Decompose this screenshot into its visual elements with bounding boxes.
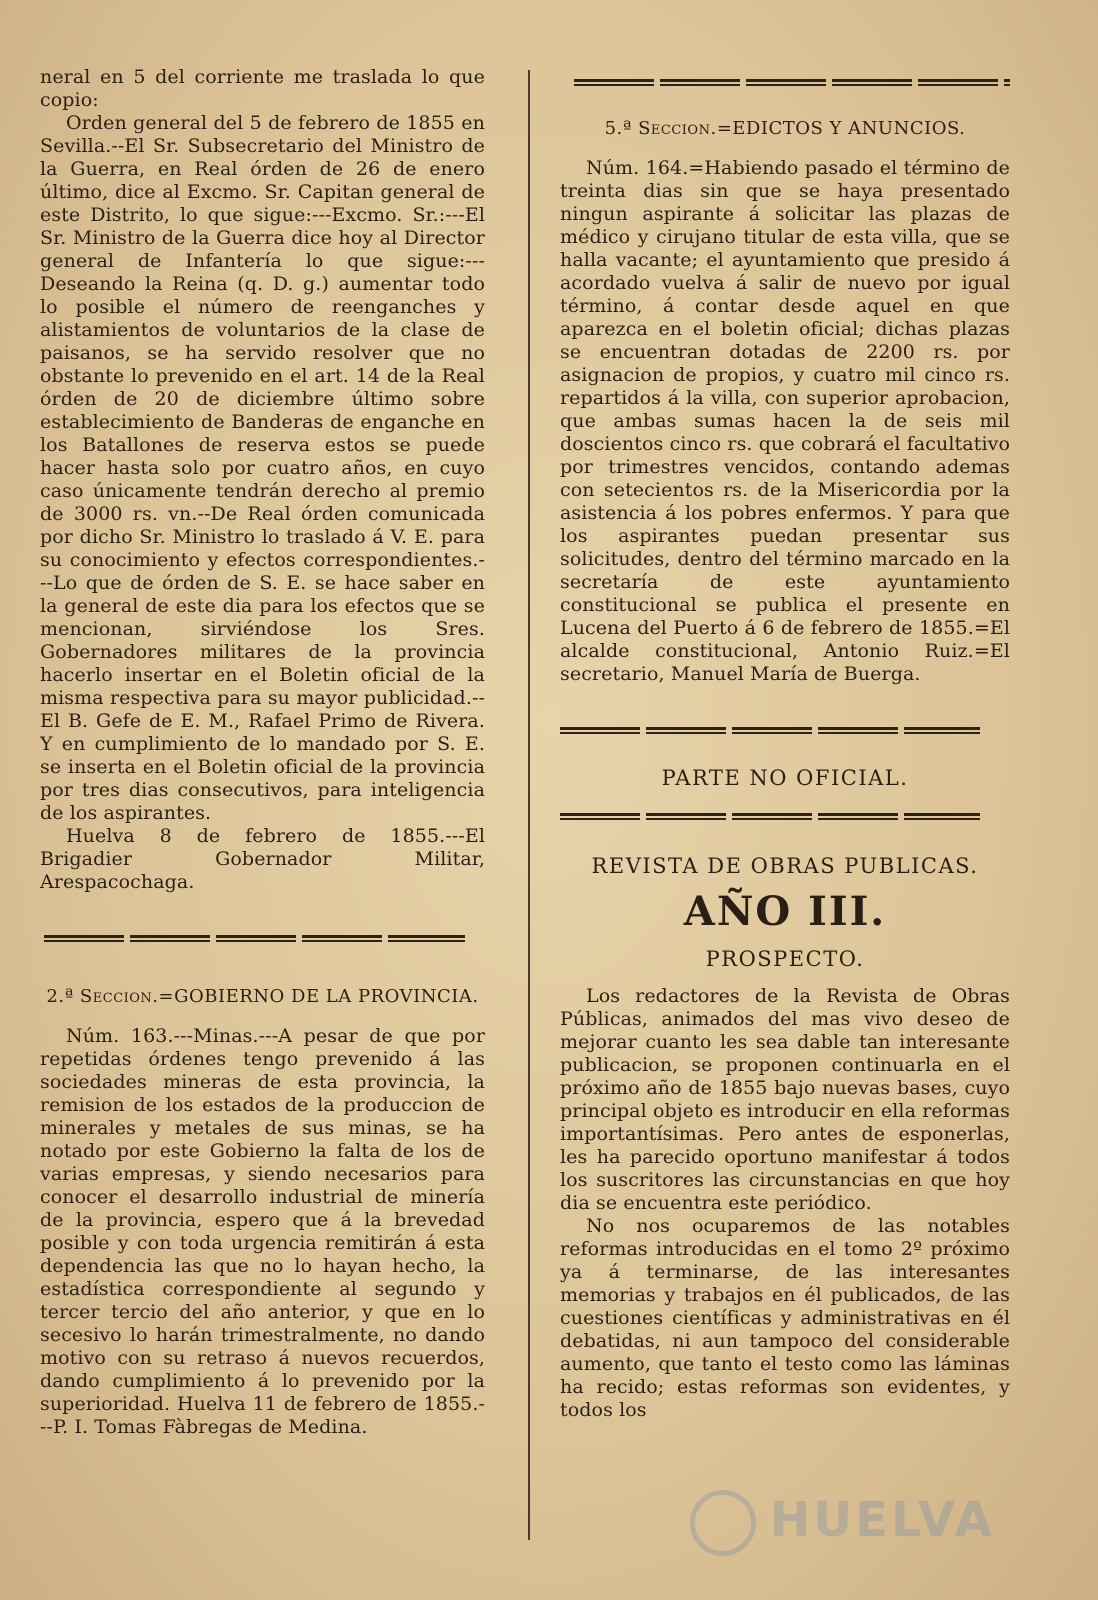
section-5-heading	[560, 118, 1010, 139]
right-paragraph-2: Los redactores de la Revista de Obras Públicas, animados del mas vivo deseo de mejorar cuanto les sea dable tan interesante publicacion, se proponen continuarla en el próximo año de 1855 bajo nuevas bases, cuyo principal objeto es introducir en ella reformas importantísimas. Pero antes de esponerlas, les ha parecido oportuno manifestar á todos los suscritores las circunstancias en que hoy dia se encuentra este periódico.	[560, 985, 1010, 1214]
section-separator	[560, 726, 980, 736]
left-column	[40, 60, 485, 1540]
heading-ano: AÑO III.	[683, 888, 887, 935]
right-paragraph-3: No nos ocuparemos de las notables reformas introducidas en el tomo 2º próximo ya á terminarse, de las interesantes memorias y trabajos en él publicados, de las cuestiones científicas y administrativas en él debatidas, ni aun tampoco del considerable aumento, que tanto el testo como las láminas ha recido; estas reformas son evidentes, y todos los	[560, 1215, 1010, 1421]
section-2-title: =GOBIERNO DE LA PROVINCIA.	[158, 986, 479, 1007]
left-paragraph-3: Huelva 8 de febrero de 1855.---El Brigadier Gobernador Militar, Arespacochaga.	[40, 825, 485, 893]
section-2-heading	[40, 986, 485, 1007]
right-column	[560, 60, 1010, 1540]
section-2-prefix: Seccion.	[79, 986, 159, 1007]
column-divider	[528, 70, 530, 1540]
right-paragraph-1: Núm. 164.=Habiendo pasado el término de treinta dias sin que se haya presentado ningun aspirante á solicitar las plazas de médico y cirujano titular de esta villa, que se halla vacante; el ayuntamiento que presido á acordado vuelva á salir de nuevo por igual término, á contar desde aquel en que aparezca en el boletin oficial; dichas plazas se encuentran dotadas de 2200 rs. por asignacion de propios, y cuatro mil cinco rs. repartidos á la villa, con superior aprobacion, que ambas sumas hacen la de seis mil doscientos cinco rs. que cobrará el facultativo por trimestres vencidos, contando ademas con setecientos rs. de la Misericordia por la asistencia á los pobres enfermos. Y para que los aspirantes puedan presentar sus solicitudes, dentro del término marcado en la secretaría de este ayuntamiento constitucional se publica el presente en Lucena del Puerto á 6 de febrero de 1855.=El alcalde constitucional, Antonio Ruiz.=El secretario, Manuel María de Buerga.	[560, 157, 1010, 685]
section-separator	[560, 812, 980, 822]
heading-parte-no-oficial: PARTE NO OFICIAL.	[661, 766, 909, 790]
section-5-prefix: Seccion.	[638, 118, 717, 139]
library-watermark	[690, 1490, 1000, 1560]
section-5-title: =EDICTOS Y ANUNCIOS.	[716, 118, 966, 139]
watermark-badge-icon	[690, 1490, 756, 1556]
left-paragraph-4: Núm. 163.---Minas.---A pesar de que por repetidas órdenes tengo prevenido á las sociedades mineras de esta provincia, la remision de los estados de la produccion de minerales y metales de sus minas, se ha notado por este Gobierno la falta de los de varias empresas, y siendo necesarios para conocer el desarrollo industrial de minería de la provincia, espero que á la brevedad posible y con toda urgencia remitirán á esta dependencia las que no lo hayan hecho, la estadística correspondiente al segundo y tercer tercio del año anterior, y que en lo secesivo lo harán trimestralmente, no dando motivo con su retraso á nuevos recuerdos, dando cumplimiento á lo prevenido por la superioridad. Huelva 11 de febrero de 1855.---P. I. Tomas Fàbregas de Medina.	[40, 1025, 485, 1438]
left-paragraph-1: neral en 5 del corriente me traslada lo que copio:	[40, 66, 485, 111]
section-separator	[44, 934, 465, 944]
heading-prospecto: PROSPECTO.	[705, 947, 865, 971]
top-separator	[574, 78, 1010, 88]
heading-revista: REVISTA DE OBRAS PUBLICAS.	[591, 854, 979, 878]
section-2-number: 2.ª	[46, 986, 74, 1007]
section-5-number: 5.ª	[604, 118, 632, 139]
watermark-text: HUELVA	[770, 1492, 995, 1548]
left-paragraph-2: Orden general del 5 de febrero de 1855 en Sevilla.--El Sr. Subsecretario del Ministro de la Guerra, en Real órden de 26 de enero último, dice al Excmo. Sr. Capitan general de este Distrito, lo que sigue:---Excmo. Sr.:---El Sr. Ministro de la Guerra dice hoy al Director general de Infantería lo que sigue:---Deseando la Reina (q. D. g.) aumentar todo lo posible el número de reenganches y alistamientos de voluntarios de la clase de paisanos, se ha servido resolver que no obstante lo prevenido en el art. 14 de la Real órden de 20 de diciembre último sobre establecimiento de Banderas de enganche en los Batallones de reserva estos se puede hacer hasta solo por cuatro años, en cuyo caso únicamente tendrán derecho al premio de 3000 rs. vn.--De Real órden comunicada por dicho Sr. Ministro lo traslado á V. E. para su conocimiento y efectos correspondientes.---Lo que de órden de S. E. se hace saber en la general de este dia para los efectos que se mencionan, sirviéndose los Sres. Gobernadores militares de la provincia hacerlo insertar en el Boletin oficial de la misma respectiva para su mayor publicidad.--El B. Gefe de E. M., Rafael Primo de Rivera. Y en cumplimiento de lo mandado por S. E. se inserta en el Boletin oficial de la provincia por tres dias consecutivos, para inteligencia de los aspirantes.	[40, 112, 485, 824]
